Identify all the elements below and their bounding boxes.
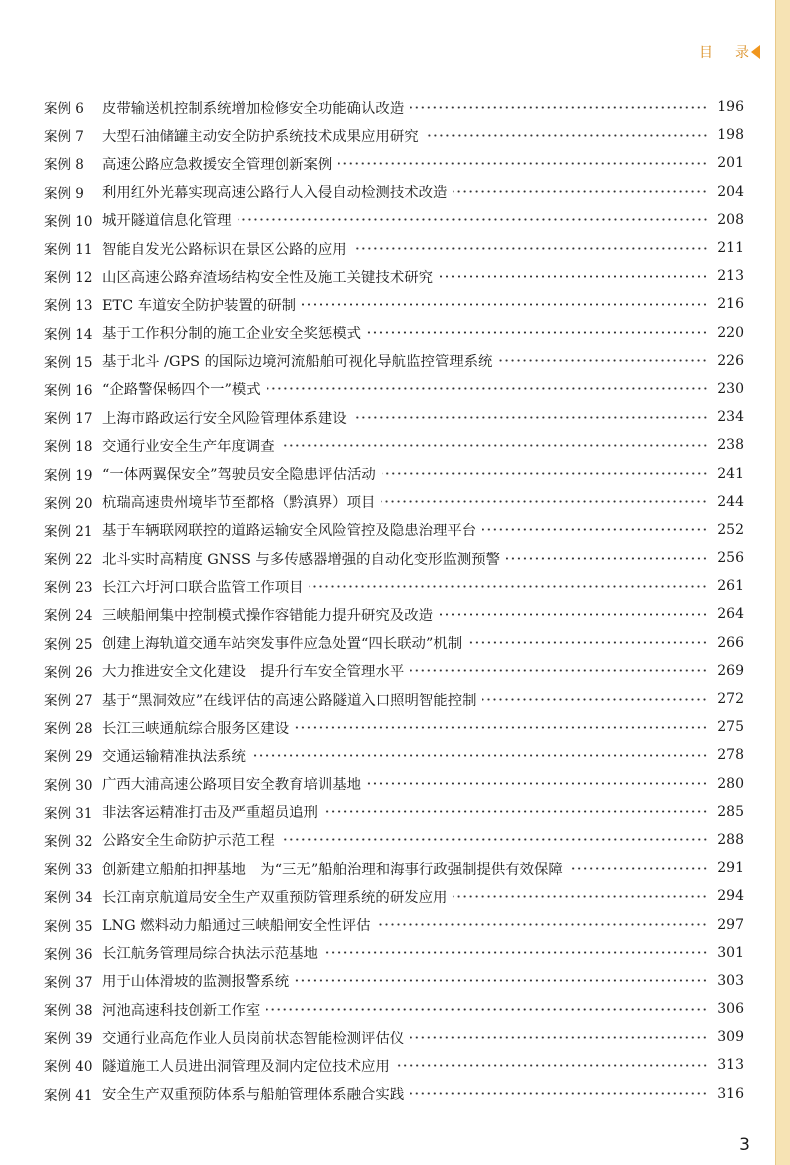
toc-entry: [44, 629, 744, 657]
entry-page: 201: [717, 155, 744, 172]
entry-page: 291: [717, 860, 744, 877]
entry-page: 238: [717, 437, 744, 454]
entry-page: 316: [717, 1085, 744, 1102]
entry-title: 交通行业安全生产年度调查: [102, 438, 275, 455]
dot-leader: [453, 895, 708, 898]
dot-leader: [324, 951, 708, 954]
toc-entry: [44, 572, 744, 600]
header-char-1: 目: [699, 45, 713, 61]
entry-page: 208: [717, 211, 744, 228]
dot-leader: [425, 134, 708, 137]
toc-entry: [44, 741, 744, 769]
entry-title: 上海市路政运行安全风险管理体系建设: [102, 410, 347, 427]
entry-title: 杭瑞高速贵州境毕节至都格（黔滇界）项目: [102, 495, 376, 512]
entry-page: 306: [717, 1001, 744, 1018]
entry-title: ETC 车道安全防护装置的研制: [102, 297, 296, 314]
entry-number: 案例 38: [44, 1003, 93, 1020]
toc-entry: [44, 262, 744, 290]
entry-number: 案例 26: [44, 664, 93, 681]
entry-title: 交通运输精准执法系统: [102, 748, 246, 765]
triangle-marker-icon: [751, 45, 760, 59]
entry-page: 220: [717, 324, 744, 341]
entry-number: 案例 19: [44, 467, 93, 484]
entry-number: 案例 29: [44, 749, 93, 766]
entry-title: 基于“黑洞效应”在线评估的高速公路隧道入口照明智能控制: [102, 692, 477, 709]
entry-number: 案例 18: [44, 439, 93, 456]
entry-page: 264: [717, 606, 744, 623]
entry-number: 案例 25: [44, 636, 93, 653]
entry-page: 216: [717, 296, 744, 313]
dot-leader: [439, 613, 708, 616]
entry-title: 长江南京航道局安全生产双重预防管理系统的研发应用: [102, 889, 448, 906]
entry-title: 长江航务管理局综合执法示范基地: [102, 946, 318, 963]
entry-number: 案例 14: [44, 326, 93, 343]
entry-number: 案例 30: [44, 777, 93, 794]
entry-title: 皮带输送机控制系统增加检修安全功能确认改造: [102, 100, 405, 117]
toc-entry: [44, 347, 744, 375]
entry-title: 河池高速科技创新工作室: [102, 1002, 261, 1019]
entry-number: 案例 12: [44, 270, 93, 287]
toc-entry: [44, 854, 744, 882]
dot-leader: [309, 585, 708, 588]
entry-page: 297: [717, 916, 744, 933]
entry-number: 案例 17: [44, 411, 93, 428]
dot-leader: [367, 331, 708, 334]
dot-leader: [266, 1008, 708, 1011]
entry-title: 创新建立船舶扣押基地 为“三无”船舶治理和海事行政强制提供有效保障: [102, 861, 563, 878]
entry-number: 案例 9: [44, 185, 84, 202]
entry-page: 303: [717, 972, 744, 989]
toc-entry: [44, 544, 744, 572]
entry-page: 198: [717, 127, 744, 144]
page-edge-band: [776, 0, 790, 1165]
dot-leader: [281, 444, 708, 447]
entry-page: 241: [717, 465, 744, 482]
toc-entry: [44, 1023, 744, 1051]
entry-number: 案例 8: [44, 157, 84, 174]
entry-number: 案例 31: [44, 805, 93, 822]
entry-title: 基于工作积分制的施工企业安全奖惩模式: [102, 326, 362, 343]
entry-page: 288: [717, 831, 744, 848]
dot-leader: [295, 979, 708, 982]
dot-leader: [396, 1064, 708, 1067]
entry-page: 278: [717, 747, 744, 764]
toc-entry: [44, 403, 744, 431]
entry-number: 案例 22: [44, 552, 93, 569]
entry-number: 案例 27: [44, 693, 93, 710]
table-of-contents: [44, 93, 744, 1108]
dot-leader: [482, 528, 708, 531]
toc-entry: [44, 459, 744, 487]
toc-entry: [44, 1080, 744, 1108]
dot-leader: [506, 557, 708, 560]
entry-title: 非法客运精准打击及严重超员追刑: [102, 805, 318, 822]
dot-leader: [410, 1036, 708, 1039]
entry-title: 广西大浦高速公路项目安全教育培训基地: [102, 777, 362, 794]
toc-entry: [44, 431, 744, 459]
toc-entry: [44, 93, 744, 121]
entry-page: 256: [717, 550, 744, 567]
entry-number: 案例 40: [44, 1059, 93, 1076]
entry-page: 275: [717, 719, 744, 736]
toc-entry: [44, 713, 744, 741]
dot-leader: [376, 923, 708, 926]
entry-number: 案例 35: [44, 918, 93, 935]
toc-entry: [44, 657, 744, 685]
entry-page: 261: [717, 578, 744, 595]
entry-page: 230: [717, 380, 744, 397]
toc-entry: [44, 826, 744, 854]
toc-entry: [44, 685, 744, 713]
entry-title: 交通行业高危作业人员岗前状态智能检测评估仪: [102, 1030, 405, 1047]
dot-leader: [569, 867, 708, 870]
toc-entry: [44, 290, 744, 318]
toc-entry: [44, 149, 744, 177]
toc-entry: [44, 939, 744, 967]
dot-leader: [410, 669, 708, 672]
entry-page: 196: [717, 99, 744, 116]
entry-number: 案例 16: [44, 382, 93, 399]
entry-number: 案例 34: [44, 890, 93, 907]
entry-page: 301: [717, 944, 744, 961]
toc-entry: [44, 234, 744, 262]
entry-page: 269: [717, 662, 744, 679]
entry-number: 案例 24: [44, 608, 93, 625]
entry-title: 基于北斗 /GPS 的国际边境河流船舶可视化导航监控管理系统: [102, 354, 493, 371]
page-edge-line: [775, 0, 776, 1165]
entry-number: 案例 39: [44, 1031, 93, 1048]
entry-title: 城开隧道信息化管理: [102, 213, 232, 230]
entry-page: 211: [717, 240, 744, 257]
entry-title: LNG 燃料动力船通过三峡船闸安全性评估: [102, 918, 371, 935]
entry-page: 234: [717, 409, 744, 426]
entry-title: 安全生产双重预防体系与船舶管理体系融合实践: [102, 1087, 405, 1104]
toc-entry: [44, 375, 744, 403]
dot-leader: [468, 641, 708, 644]
dot-leader: [410, 1092, 708, 1095]
entry-number: 案例 23: [44, 580, 93, 597]
entry-page: 204: [717, 183, 744, 200]
entry-page: 244: [717, 493, 744, 510]
toc-entry: [44, 319, 744, 347]
entry-number: 案例 11: [44, 242, 93, 259]
dot-leader: [252, 754, 708, 757]
toc-entry: [44, 206, 744, 234]
toc-entry: [44, 516, 744, 544]
entry-number: 案例 6: [44, 101, 84, 118]
toc-entry: [44, 770, 744, 798]
entry-number: 案例 41: [44, 1087, 93, 1104]
entry-title: 用于山体滑坡的监测报警系统: [102, 974, 290, 991]
dot-leader: [410, 106, 708, 109]
entry-title: 高速公路应急救援安全管理创新案例: [102, 156, 333, 173]
entry-number: 案例 32: [44, 833, 93, 850]
entry-number: 案例 7: [44, 129, 84, 146]
entry-number: 案例 28: [44, 721, 93, 738]
entry-title: 利用红外光幕实现高速公路行人入侵自动检测技术改造: [102, 185, 448, 202]
toc-entry: [44, 121, 744, 149]
entry-number: 案例 36: [44, 946, 93, 963]
entry-title: 山区高速公路弃渣场结构安全性及施工关键技术研究: [102, 269, 433, 286]
entry-number: 案例 15: [44, 354, 93, 371]
entry-page: 313: [717, 1057, 744, 1074]
entry-title: 隧道施工人员进出洞管理及洞内定位技术应用: [102, 1058, 390, 1075]
entry-page: 280: [717, 775, 744, 792]
toc-entry: [44, 600, 744, 628]
header-char-2: 录: [735, 45, 749, 61]
entry-number: 案例 21: [44, 523, 93, 540]
toc-entry: [44, 882, 744, 910]
toc-entry: [44, 1051, 744, 1079]
dot-leader: [338, 162, 708, 165]
toc-entry: [44, 798, 744, 826]
toc-entry: [44, 178, 744, 206]
entry-title: 北斗实时高精度 GNSS 与多传感器增强的自动化变形监测预警: [102, 551, 501, 568]
entry-title: 大型石油储罐主动安全防护系统技术成果应用研究: [102, 128, 419, 145]
entry-title: “企路警保畅四个一”模式: [102, 382, 261, 399]
entry-number: 案例 37: [44, 974, 93, 991]
dot-leader: [353, 247, 708, 250]
entry-page: 285: [717, 803, 744, 820]
entry-page: 226: [717, 352, 744, 369]
dot-leader: [382, 472, 708, 475]
dot-leader: [367, 782, 708, 785]
entry-title: 长江三峡通航综合服务区建设: [102, 720, 290, 737]
dot-leader: [498, 359, 708, 362]
entry-title: “一体两翼保安全”驾驶员安全隐患评估活动: [102, 467, 376, 484]
dot-leader: [353, 416, 708, 419]
entry-page: 309: [717, 1029, 744, 1046]
page-number: 3: [739, 1135, 750, 1155]
running-header: [699, 41, 760, 63]
dot-leader: [295, 726, 708, 729]
toc-entry: [44, 995, 744, 1023]
dot-leader: [381, 500, 708, 503]
entry-page: 294: [717, 888, 744, 905]
dot-leader: [238, 218, 708, 221]
dot-leader: [302, 303, 708, 306]
entry-page: 272: [717, 691, 744, 708]
entry-page: 266: [717, 634, 744, 651]
entry-title: 公路安全生命防护示范工程: [102, 833, 275, 850]
dot-leader: [281, 838, 708, 841]
entry-page: 252: [717, 521, 744, 538]
dot-leader: [324, 810, 708, 813]
dot-leader: [453, 190, 708, 193]
toc-entry: [44, 910, 744, 938]
entry-title: 智能自发光公路标识在景区公路的应用: [102, 241, 347, 258]
entry-number: 案例 33: [44, 862, 93, 879]
toc-entry: [44, 488, 744, 516]
entry-number: 案例 13: [44, 298, 93, 315]
entry-title: 三峡船闸集中控制模式操作容错能力提升研究及改造: [102, 607, 433, 624]
toc-entry: [44, 967, 744, 995]
entry-page: 213: [717, 268, 744, 285]
entry-title: 长江六圩河口联合监管工作项目: [102, 579, 304, 596]
dot-leader: [439, 275, 708, 278]
entry-title: 创建上海轨道交通车站突发事件应急处置“四长联动”机制: [102, 636, 463, 653]
dot-leader: [267, 387, 708, 390]
entry-title: 基于车辆联网联控的道路运输安全风险管控及隐患治理平台: [102, 523, 477, 540]
entry-number: 案例 10: [44, 213, 93, 230]
entry-title: 大力推进安全文化建设 提升行车安全管理水平: [102, 664, 405, 681]
dot-leader: [482, 698, 708, 701]
entry-number: 案例 20: [44, 495, 93, 512]
